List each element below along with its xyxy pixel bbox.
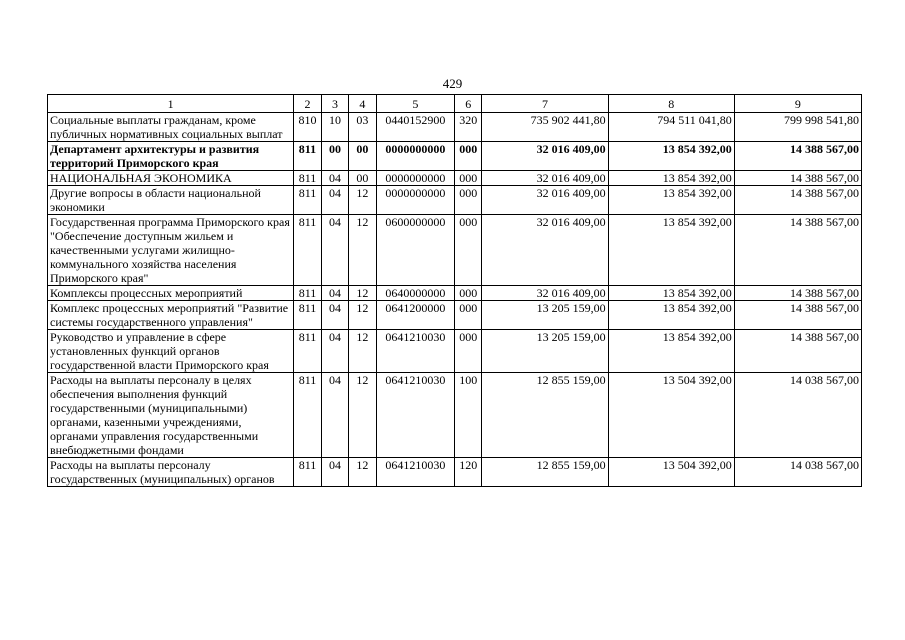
ministry-code: 811: [294, 330, 321, 373]
section-code: 04: [321, 458, 348, 487]
amount-col-7: 12 855 159,00: [482, 458, 608, 487]
amount-col-9: 14 388 567,00: [734, 286, 861, 301]
ministry-code: 811: [294, 142, 321, 171]
target-article-code: 0640000000: [376, 286, 454, 301]
column-header-9: 9: [734, 95, 861, 113]
table-row: [48, 373, 862, 458]
section-code: 04: [321, 301, 348, 330]
expense-type-code: 000: [454, 286, 481, 301]
amount-col-9: 14 388 567,00: [734, 186, 861, 215]
ministry-code: 810: [294, 113, 321, 142]
row-name: Комплексы процессных мероприятий: [48, 286, 294, 301]
expense-type-code: 000: [454, 171, 481, 186]
amount-col-8: 13 854 392,00: [608, 330, 734, 373]
amount-col-9: 14 038 567,00: [734, 373, 861, 458]
row-name: Расходы на выплаты персоналу в целях обеспечения выполнения функций государственными (муниципальными) органами, казенными учреждениями, органами управления государственными внебюджетными фондами: [48, 373, 294, 458]
amount-col-7: 32 016 409,00: [482, 171, 608, 186]
amount-col-7: 13 205 159,00: [482, 330, 608, 373]
row-name: Другие вопросы в области национальной экономики: [48, 186, 294, 215]
amount-col-9: 14 388 567,00: [734, 215, 861, 286]
expense-type-code: 000: [454, 330, 481, 373]
section-code: 04: [321, 373, 348, 458]
ministry-code: 811: [294, 458, 321, 487]
table-row: [48, 171, 862, 186]
subsection-code: 12: [349, 373, 376, 458]
row-name: Расходы на выплаты персоналу государственных (муниципальных) органов: [48, 458, 294, 487]
target-article-code: 0440152900: [376, 113, 454, 142]
amount-col-9: 14 388 567,00: [734, 330, 861, 373]
expense-type-code: 000: [454, 186, 481, 215]
amount-col-8: 13 504 392,00: [608, 458, 734, 487]
expense-type-code: 120: [454, 458, 481, 487]
amount-col-9: 799 998 541,80: [734, 113, 861, 142]
subsection-code: 00: [349, 142, 376, 171]
page-number: 429: [442, 76, 463, 91]
ministry-code: 811: [294, 373, 321, 458]
table-row: [48, 142, 862, 171]
amount-col-8: 13 854 392,00: [608, 142, 734, 171]
budget-table: [47, 94, 862, 487]
row-name: Комплекс процессных мероприятий "Развитие системы государственного управления": [48, 301, 294, 330]
subsection-code: 12: [349, 330, 376, 373]
table-row: [48, 330, 862, 373]
row-name: Руководство и управление в сфере установленных функций органов государственной власти Приморского края: [48, 330, 294, 373]
row-name: Государственная программа Приморского края "Обеспечение доступным жильем и качественными услугами жилищно-коммунального хозяйства населения Приморского края": [48, 215, 294, 286]
section-code: 00: [321, 142, 348, 171]
amount-col-9: 14 388 567,00: [734, 171, 861, 186]
amount-col-9: 14 388 567,00: [734, 142, 861, 171]
amount-col-9: 14 388 567,00: [734, 301, 861, 330]
column-header-6: 6: [454, 95, 481, 113]
table-row: [48, 301, 862, 330]
ministry-code: 811: [294, 286, 321, 301]
table-row: [48, 215, 862, 286]
amount-col-8: 13 854 392,00: [608, 286, 734, 301]
expense-type-code: 000: [454, 142, 481, 171]
column-header-8: 8: [608, 95, 734, 113]
subsection-code: 03: [349, 113, 376, 142]
row-name: Департамент архитектуры и развития территорий Приморского края: [48, 142, 294, 171]
target-article-code: 0641210030: [376, 458, 454, 487]
column-header-5: 5: [376, 95, 454, 113]
subsection-code: 00: [349, 171, 376, 186]
row-name: Социальные выплаты гражданам, кроме публичных нормативных социальных выплат: [48, 113, 294, 142]
section-code: 04: [321, 186, 348, 215]
amount-col-8: 13 854 392,00: [608, 215, 734, 286]
section-code: 04: [321, 171, 348, 186]
amount-col-7: 32 016 409,00: [482, 142, 608, 171]
amount-col-8: 794 511 041,80: [608, 113, 734, 142]
subsection-code: 12: [349, 286, 376, 301]
column-header-2: 2: [294, 95, 321, 113]
expense-type-code: 320: [454, 113, 481, 142]
amount-col-7: 13 205 159,00: [482, 301, 608, 330]
row-name: НАЦИОНАЛЬНАЯ ЭКОНОМИКА: [48, 171, 294, 186]
subsection-code: 12: [349, 301, 376, 330]
subsection-code: 12: [349, 186, 376, 215]
target-article-code: 0641200000: [376, 301, 454, 330]
table-row: [48, 458, 862, 487]
section-code: 04: [321, 215, 348, 286]
column-header-3: 3: [321, 95, 348, 113]
subsection-code: 12: [349, 458, 376, 487]
column-header-7: 7: [482, 95, 608, 113]
amount-col-9: 14 038 567,00: [734, 458, 861, 487]
table-row: [48, 286, 862, 301]
column-header-1: 1: [48, 95, 294, 113]
amount-col-8: 13 854 392,00: [608, 301, 734, 330]
target-article-code: 0000000000: [376, 142, 454, 171]
table-row: [48, 113, 862, 142]
amount-col-7: 32 016 409,00: [482, 215, 608, 286]
expense-type-code: 100: [454, 373, 481, 458]
target-article-code: 0641210030: [376, 330, 454, 373]
section-code: 04: [321, 286, 348, 301]
expense-type-code: 000: [454, 215, 481, 286]
ministry-code: 811: [294, 171, 321, 186]
ministry-code: 811: [294, 301, 321, 330]
target-article-code: 0000000000: [376, 171, 454, 186]
section-code: 04: [321, 330, 348, 373]
amount-col-7: 12 855 159,00: [482, 373, 608, 458]
amount-col-8: 13 504 392,00: [608, 373, 734, 458]
amount-col-7: 32 016 409,00: [482, 286, 608, 301]
section-code: 10: [321, 113, 348, 142]
column-header-4: 4: [349, 95, 376, 113]
target-article-code: 0641210030: [376, 373, 454, 458]
amount-col-7: 32 016 409,00: [482, 186, 608, 215]
column-number-row: [48, 95, 862, 113]
amount-col-8: 13 854 392,00: [608, 186, 734, 215]
expense-type-code: 000: [454, 301, 481, 330]
ministry-code: 811: [294, 215, 321, 286]
table-row: [48, 186, 862, 215]
ministry-code: 811: [294, 186, 321, 215]
amount-col-7: 735 902 441,80: [482, 113, 608, 142]
subsection-code: 12: [349, 215, 376, 286]
amount-col-8: 13 854 392,00: [608, 171, 734, 186]
target-article-code: 0600000000: [376, 215, 454, 286]
target-article-code: 0000000000: [376, 186, 454, 215]
